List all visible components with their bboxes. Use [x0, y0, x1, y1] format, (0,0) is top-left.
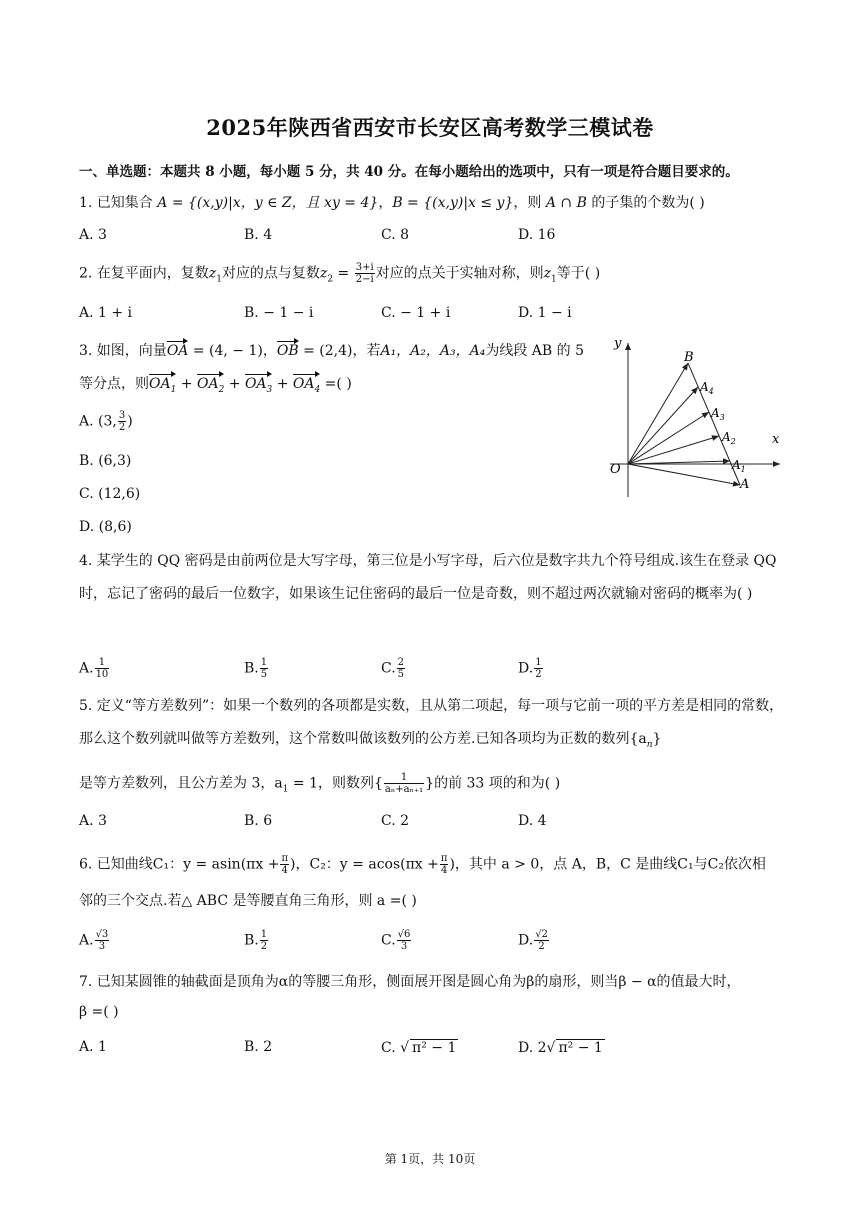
q6-option-b[interactable]: B. $\frac{1}{2}$: [244, 929, 268, 952]
q5-fraction: $\frac{1}{\text{aₙ+aₙ₊₁}}$: [384, 772, 424, 795]
q5-text-4: }的前 33 项的和为( ): [425, 775, 561, 792]
q6-text-3: )，其中 a > 0，点 A，B，C 是曲线C₁与C₂依次相: [449, 856, 766, 873]
q3-option-a[interactable]: A. (3, $\frac{3}{2}$ ): [79, 410, 133, 433]
q2-option-d[interactable]: D. 1 − i: [518, 305, 572, 321]
label-a1: $A_1$: [732, 458, 746, 474]
q5-text-3: = 1，则数列{: [288, 775, 383, 792]
q3-vector-oa2: $OA_2$: [196, 376, 225, 395]
label-y: y: [614, 336, 622, 351]
q3-text: 3. 如图，向量: [79, 343, 167, 359]
q3-option-b[interactable]: B. (6,3): [79, 453, 132, 469]
q2-option-a[interactable]: A. 1 + i: [79, 305, 133, 321]
q2-z1-ref: z: [543, 265, 552, 282]
q6-text: 6. 已知曲线C₁：y = asin(πx +: [79, 856, 280, 873]
q1-text-3: 的子集的个数为( ): [591, 195, 705, 211]
q1-option-a[interactable]: A. 3: [79, 227, 107, 243]
q3-text-2: 为线段 AB 的 5: [485, 343, 584, 359]
q1-intersection: A ∩ B: [545, 195, 587, 211]
question-7-line-1: 7. 已知某圆锥的轴截面是顶角为α的等腰三角形，侧面展开图是圆心角为β的扇形，则当β − α的值最大时，: [79, 974, 741, 990]
vector-ob: [628, 363, 688, 464]
q6-option-d[interactable]: D. $\frac{√2}{2}$: [518, 929, 548, 952]
q2-text-3: 对应的点关于实轴对称，则: [375, 265, 544, 282]
q5-text-2: 是等方差数列，且公方差为 3，a: [79, 775, 283, 792]
question-6-line-1: 6. 已知曲线C₁：y = asin(πx + $\frac{\pi}{4}$ )，C₂：y = acos(πx + $\frac{\pi}{4}$ )，其中 a > 0，点 A，B，C 是曲线C₁与C₂依次相: [79, 853, 766, 876]
page-footer: 第 1页，共 10页: [384, 1152, 476, 1166]
q6-text-2: )，C₂：y = acos(πx +: [290, 856, 439, 873]
q3-text-4: =( ): [320, 376, 352, 392]
label-a: A: [740, 477, 750, 492]
q2-fraction: $\frac{3+i}{2-i}$: [355, 262, 374, 285]
q3-vector-oa1: $OA_1$: [149, 376, 177, 395]
question-2: 2. 在复平面内，复数$z_1$对应的点与复数$z_2$ = $\frac{3+i}{2-i}$ 对应的点关于实轴对称，则$z_1$等于( ): [79, 262, 601, 285]
question-6-line-2: 邻的三个交点.若△ ABC 是等腰直角三角形，则 a =( ): [79, 893, 417, 909]
q1-option-c[interactable]: C. 8: [381, 227, 410, 243]
q2-text-2: 对应的点与复数: [221, 265, 320, 282]
question-4: 4. 某学生的 QQ 密码是由前两位是大写字母，第三位是小写字母，后六位是数字共九个符号组成.该生在登录 QQ 时，忘记了密码的最后一位数字，如果该生记住密码的最后一位是奇数，则不超过两次就输对密码的概率为( ): [79, 553, 777, 602]
section-heading: 一、单选题：本题共 8 小题，每小题 5 分，共 40 分。在每小题给出的选项中，只有一项是符合题目要求的。: [79, 164, 739, 180]
q2-z2: z: [319, 265, 328, 282]
vector-diagram: [600, 335, 785, 505]
question-7-line-2: β =( ): [79, 1004, 119, 1020]
q4-option-b[interactable]: B. $\frac{1}{5}$: [244, 657, 268, 680]
q5-option-a[interactable]: A. 3: [79, 813, 107, 829]
q7-option-a[interactable]: A. 1: [79, 1039, 107, 1055]
q3-vector-oa: OA: [166, 343, 189, 359]
q7-option-d[interactable]: D. 2√ π² − 1: [518, 1040, 603, 1056]
label-b: B: [684, 350, 694, 365]
q7-option-b[interactable]: B. 2: [244, 1039, 273, 1055]
q3-text-3: 等分点，则: [79, 376, 149, 392]
q1-number: 1.: [79, 195, 93, 211]
q2-text-4: 等于( ): [556, 265, 601, 282]
q1-option-d[interactable]: D. 16: [518, 227, 556, 243]
q1-set-a: A = {(x,y)|x，y ∈ Z，且 xy = 4}: [157, 195, 379, 211]
q3-vector-oa4: $OA_4$: [292, 376, 321, 395]
q5-option-b[interactable]: B. 6: [244, 813, 273, 829]
label-o: O: [610, 462, 621, 477]
q1-text-2: ，则: [513, 195, 542, 211]
q2-option-b[interactable]: B. − 1 − i: [244, 305, 314, 321]
q1-text: 已知集合: [96, 195, 153, 211]
q2-option-c[interactable]: C. − 1 + i: [381, 305, 451, 321]
label-a3: $A_3$: [711, 406, 725, 422]
q2-equals: =: [337, 265, 350, 282]
q3-vector-oa3: $OA_3$: [244, 376, 273, 395]
q4-option-d[interactable]: D. $\frac{1}{2}$: [518, 657, 542, 680]
q1-set-b: B = {(x,y)|x ≤ y}: [392, 195, 514, 211]
question-5-para: 5. 定义“等方差数列”：如果一个数列的各项都是实数，且从第二项起，每一项与它前一项的平方差是相同的常数，那么这个数列就叫做等方差数列，这个常数叫做该数列的公方差.已知各项均为正数的数列$\{a_n\}$: [79, 698, 784, 750]
q2-number: 2.: [79, 265, 93, 282]
question-3-line-1: [79, 340, 584, 360]
q3-vector-ob: OB: [276, 343, 299, 359]
page-title: 2025年陕西省西安市长安区高考数学三模试卷: [206, 115, 654, 140]
q3-option-c[interactable]: C. (12,6): [79, 486, 141, 502]
q6-option-c[interactable]: C. $\frac{√6}{3}$: [381, 929, 411, 952]
q6-option-a[interactable]: A. $\frac{√3}{3}$: [79, 929, 109, 952]
q7-option-c[interactable]: C. √ π² − 1: [381, 1040, 457, 1056]
question-5-line-3: 是等方差数列，且公方差为 3，$a_1 = 1$，则数列{ $\frac{1}{\text{aₙ+aₙ₊₁}}$ }的前 33 项的和为( ): [79, 772, 561, 795]
q1-sep: ，: [378, 195, 393, 211]
q2-text: 在复平面内，复数: [96, 265, 209, 282]
q5-option-d[interactable]: D. 4: [518, 813, 547, 829]
label-a4: $A_4$: [700, 380, 714, 396]
q2-z1: z: [208, 265, 217, 282]
vector-oa: [628, 464, 740, 485]
q3-oa-value: = (4, − 1)，: [188, 343, 277, 359]
q1-option-b[interactable]: B. 4: [244, 227, 273, 243]
q5-option-c[interactable]: C. 2: [381, 813, 410, 829]
question-1: [79, 192, 705, 212]
q5-text: 5. 定义“等方差数列”：如果一个数列的各项都是实数，且从第二项起，每一项与它前一项的平方差是相同的常数，那么这个数列就叫做等方差数列，这个常数叫做该数列的公方差.已知各项均为正数的数列{a: [79, 698, 784, 747]
q3-points: A₁，A₂，A₃，A₄: [380, 343, 486, 359]
label-x: x: [772, 432, 780, 447]
q4-option-a[interactable]: A. $\frac{1}{10}$: [79, 657, 109, 680]
q3-ob-value: = (2,4)，若: [298, 343, 381, 359]
question-3-line-2: 等分点，则$OA_1 + OA_2 + OA_3 + OA_4$ =( ): [79, 376, 352, 395]
q4-option-c[interactable]: C. $\frac{2}{5}$: [381, 657, 405, 680]
label-a2: $A_2$: [722, 430, 736, 446]
q3-option-d[interactable]: D. (8,6): [79, 519, 132, 535]
